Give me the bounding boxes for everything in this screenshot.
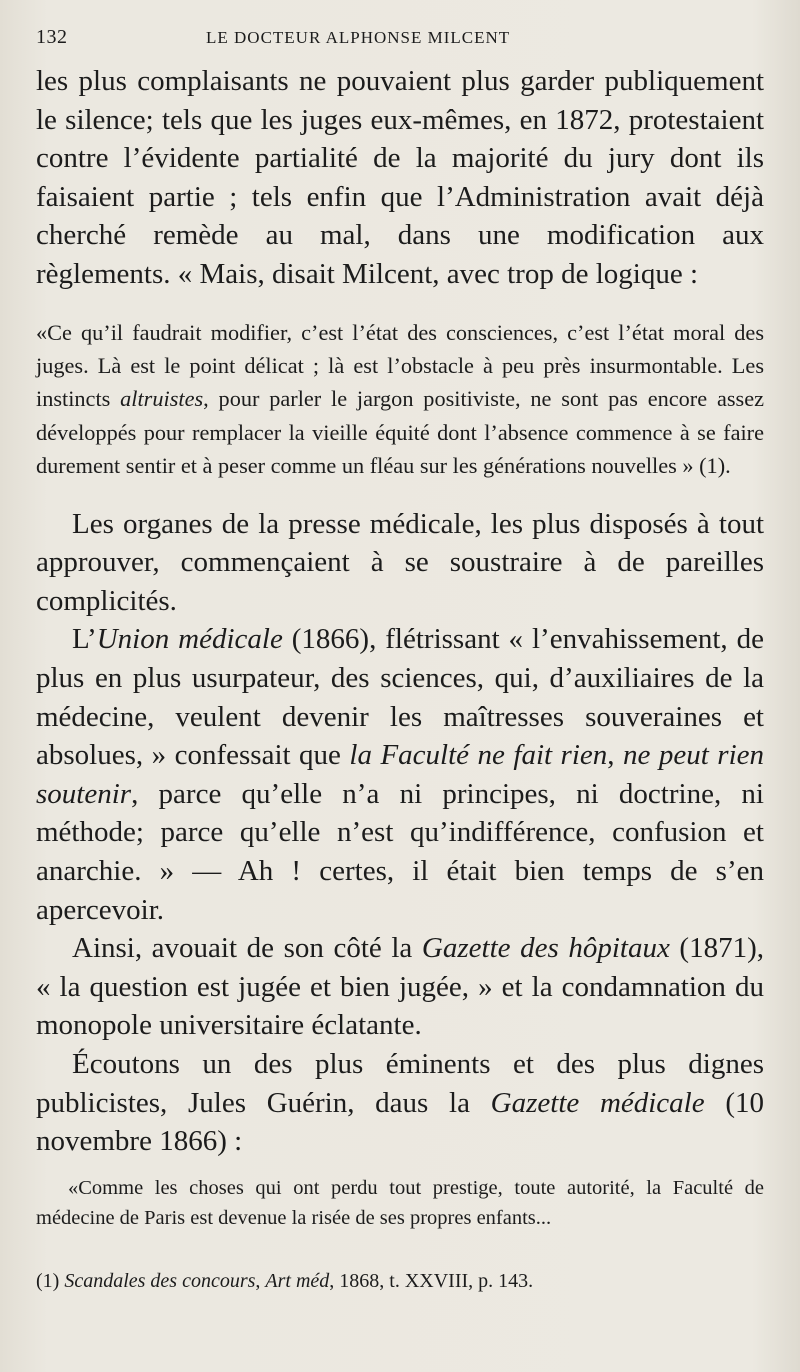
opening-paragraph: les plus complaisants ne pouvaient plus garder publiquement le silence; tels que les juges eux-mêmes, en 1872, protestaient contre l’évidente partialité de la majorité du jury dont ils faisaient partie ; tels enfin que l’Administration avait déjà cherché remède au mal, dans une modification aux règlements. « Mais, disait Milcent, avec trop de logique :	[36, 65, 764, 290]
text-fragment: (1866), flétrissant « l’envahissement, de plus en plus usurpateur, des sciences, qui, d’auxiliaires de la médecine, veulent devenir les maîtresses souveraines et absolues, » confessait que	[36, 623, 764, 772]
journal-union-medicale: Union médicale	[96, 623, 283, 656]
italic-faculte-ne-fait-rien: la Faculté ne fait rien	[349, 739, 608, 772]
paragraph-jules-guerin	[36, 1045, 764, 1161]
text-fragment: ,	[607, 739, 624, 772]
footnote-title: Scandales des concours	[64, 1269, 256, 1292]
milcent-quote	[36, 316, 764, 483]
guerin-quote: «Comme les choses qui ont perdu tout prestige, toute autorité, la Faculté de médecine de Paris est devenue la risée de ses propres enfants...	[36, 1176, 764, 1229]
footnote-reference: , 1868, t. XXVIII, p. 143.	[329, 1269, 534, 1292]
paragraph-presse-medicale: Les organes de la presse médicale, les plus disposés à tout approuver, commençaient à se soustraire à de pareilles complicités.	[36, 507, 764, 617]
journal-gazette-hopitaux: Gazette des hôpitaux	[421, 932, 670, 965]
text-fragment: (10 novembre 1866) :	[36, 1086, 764, 1158]
text-fragment: , parce qu’elle n’a ni principes, ni doctrine, ni méthode; parce qu’elle n’est qu’indifférence, confusion et anarchie. » — Ah ! certes, il était bien temps de s’en apercevoir.	[36, 777, 764, 926]
page-number: 132	[36, 26, 68, 48]
running-title: LE DOCTEUR ALPHONSE MILCENT	[206, 28, 511, 47]
text-fragment: Écoutons un des plus éminents et des plus dignes publicistes, Jules Guérin, daus la	[36, 1047, 764, 1119]
page-header	[36, 26, 764, 62]
text-fragment: (1871), « la question est jugée et bien jugée, » et la condamnation du monopole universitaire éclatante.	[36, 932, 764, 1042]
italic-ne-peut-rien-soutenir: ne peut rien soutenir	[36, 739, 765, 810]
quote-text-start: «Ce qu’il faudrait modifier, c’est l’état des consciences, c’est l’état moral des juges. Là est le point délicat ; là est l’obstacle à peu près insurmontable. Les instincts	[36, 319, 764, 412]
journal-gazette-medicale: Gazette médicale	[490, 1086, 705, 1119]
text-fragment: L’	[72, 623, 97, 656]
text-fragment: ,	[255, 1269, 266, 1292]
quote-text-end: , pour parler le jargon positiviste, ne sont pas encore assez développés pour remplacer la vieille équité dont l’absence commence à se faire durement sentir et à peser comme un fléau sur les générations nouvelles » (1).	[36, 386, 764, 479]
text-fragment: Ainsi, avouait de son côté la	[72, 932, 422, 965]
quote-italic-altruistes: altruistes	[120, 386, 204, 412]
paragraph-gazette-hopitaux	[36, 929, 764, 1045]
footnote	[36, 1267, 764, 1295]
footnote-marker: (1)	[36, 1269, 65, 1292]
footnote-journal: Art méd	[265, 1269, 330, 1292]
paragraph-union-medicale	[36, 620, 764, 929]
